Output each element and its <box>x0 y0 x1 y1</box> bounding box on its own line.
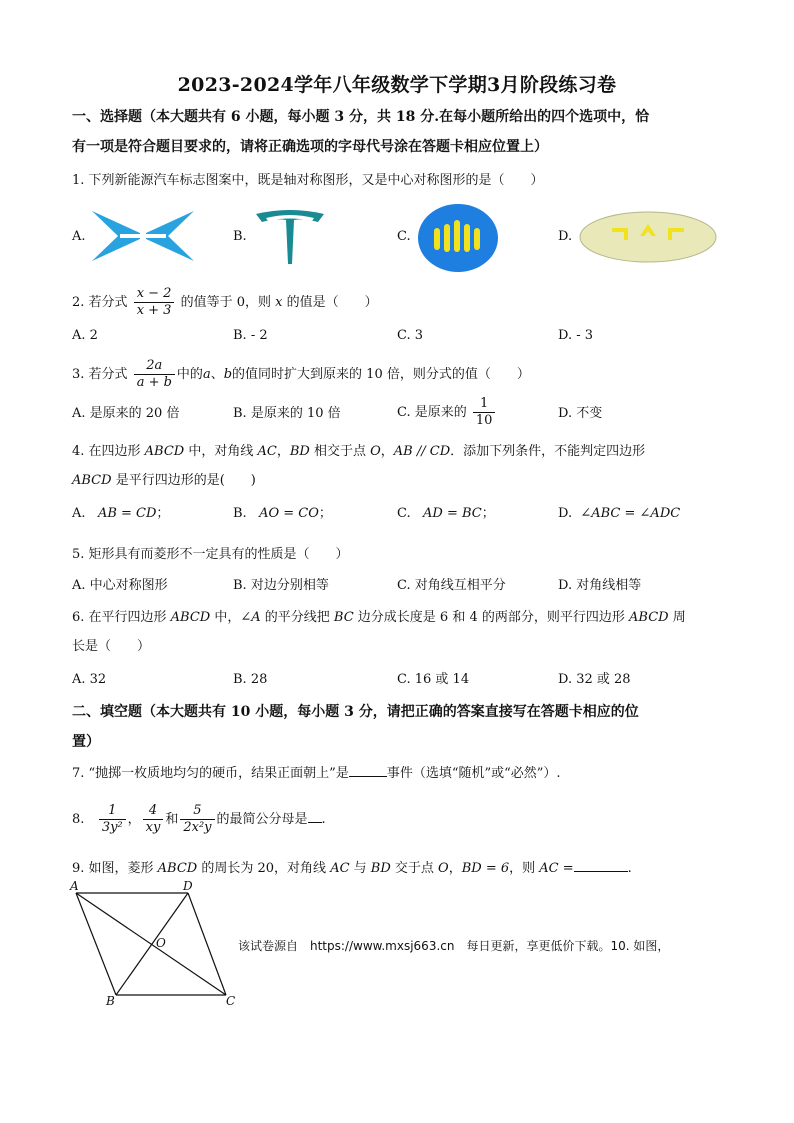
q3-option-c-denominator: 10 <box>475 413 493 428</box>
q4-text-e: ．添加下列条件，不能判定四边形 <box>450 444 646 459</box>
q8-suffix: 的最简公分母是 <box>216 812 308 827</box>
q4-text-c: 相交于点 <box>309 444 371 459</box>
q8-fraction-3 <box>180 803 214 836</box>
q3-option-b: B. 是原来的 10 倍 <box>233 406 341 421</box>
point-b-label: B <box>106 994 115 1008</box>
q4-bd: BD <box>289 444 310 459</box>
q3-option-a: A. 是原来的 20 倍 <box>72 406 180 421</box>
q1-option-c-label: C. <box>397 229 411 244</box>
q9-text-c: 与 <box>349 861 371 876</box>
q4-o: O <box>370 444 381 459</box>
q7-answer-blank[interactable] <box>349 776 387 777</box>
q3-option-c-prefix: C. 是原来的 <box>397 405 467 420</box>
section1-heading-line1: 一、选择题（本大题共有 6 小题，每小题 3 分，共 18 分.在每小题所给出的四个选项中，恰 <box>72 109 650 125</box>
q3-numerator: 2a <box>134 358 175 375</box>
q4-option-c-label: C. <box>397 506 411 521</box>
q5-option-c: C. 对角线互相平分 <box>397 578 506 593</box>
q9-bd-eq-6: BD = 6 <box>461 861 510 876</box>
q8-f3-numerator: 5 <box>180 803 214 820</box>
q4-option-c-expr: AD = BC <box>423 506 482 521</box>
logo-a-bowtie <box>88 207 198 265</box>
q2-option-a: A. 2 <box>72 328 98 343</box>
q2-fraction <box>134 286 175 319</box>
q8-f1-denominator: 3y² <box>101 820 123 835</box>
q7-text-b: 事件（选填“随机”或“必然”）. <box>386 766 561 781</box>
q7-stem <box>72 765 732 783</box>
q6-text-b: 中， <box>210 610 241 625</box>
q4-text-f: 是平行四边形的是( ) <box>111 473 256 488</box>
q5-option-a: A. 中心对称图形 <box>72 578 168 593</box>
q2-suffix-b: 的值是（ ） <box>282 295 378 310</box>
section2-heading-line2: 置） <box>72 734 100 750</box>
q4-ac: AC <box>257 444 277 459</box>
q6-text-d: 边分成长度是 6 和 4 的两部分，则平行四边形 <box>353 610 630 625</box>
q4-option-d <box>558 505 680 523</box>
q4-option-a-label: A. <box>72 506 86 521</box>
q9-text-f: ，则 <box>509 861 540 876</box>
q6-abcd: ABCD <box>170 610 211 625</box>
q8-f2-denominator: xy <box>145 820 161 835</box>
q2-option-c: C. 3 <box>397 328 424 343</box>
section1-heading-line2: 有一项是符合题目要求的，请将正确选项的字母代号涂在答题卡相应位置上） <box>72 139 548 155</box>
q3-fraction <box>134 358 175 391</box>
q5-option-d: D. 对角线相等 <box>558 578 642 593</box>
q9-text-b: 的周长为 20，对角线 <box>197 861 331 876</box>
point-a-label: A <box>70 880 79 893</box>
q9-text-d: 交于点 <box>390 861 439 876</box>
q4-text-b: 中，对角线 <box>184 444 258 459</box>
q4-option-b-semi: ； <box>318 506 332 521</box>
q9-o: O <box>438 861 449 876</box>
q5-stem: 5. 矩形具有而菱形不一定具有的性质是（ ） <box>72 547 349 562</box>
q6-abcd-2: ABCD <box>629 610 669 625</box>
q4-line2 <box>72 472 732 490</box>
q8-f3-denominator: 2x²y <box>183 820 212 835</box>
logo-d-oval <box>578 210 718 264</box>
q4-option-b-expr: AO = CO <box>259 506 319 521</box>
q4-option-a-expr: AB = CD <box>97 506 157 521</box>
rhombus-diagram <box>66 880 246 1010</box>
q8-end: . <box>321 812 326 827</box>
q6-option-d: D. 32 或 28 <box>558 672 631 687</box>
point-d-label: D <box>183 880 193 893</box>
q8-answer-blank[interactable] <box>308 822 322 823</box>
q3-suffix: 的值同时扩大到原来的 10 倍，则分式的值（ ） <box>232 367 530 382</box>
q9-ac: AC <box>330 861 350 876</box>
q2-variable: x <box>275 295 283 310</box>
q9-abcd: ABCD <box>157 861 198 876</box>
q3-option-c-fraction <box>473 396 496 429</box>
q4-text-d: ， <box>380 444 394 459</box>
q3-middle: 中的 <box>176 367 203 382</box>
section2-heading-line1: 二、填空题（本大题共有 10 小题，每小题 3 分，请把正确的答案直接写在答题卡相应的位 <box>72 704 639 720</box>
q4-option-b-label: B. <box>233 506 247 521</box>
q1-option-b-label: B. <box>233 229 247 244</box>
q9-bd: BD <box>370 861 391 876</box>
q6-text-c: 的平分线把 <box>260 610 334 625</box>
q4-text-a: 4. 在四边形 <box>72 444 145 459</box>
q6-angle-a: ∠A <box>240 610 261 625</box>
q3-var-a: a <box>202 367 211 382</box>
q4-option-a-semi: ； <box>156 506 170 521</box>
q8-prefix: 8. <box>72 812 85 827</box>
q3-var-b: b <box>223 367 233 382</box>
q4-ab-parallel-cd: AB // CD <box>393 444 451 459</box>
q9-text-a: 9. 如图，菱形 <box>72 861 158 876</box>
q3-stem <box>72 358 732 391</box>
q8-f2-numerator: 4 <box>143 803 164 820</box>
point-c-label: C <box>226 994 236 1008</box>
q3-option-c <box>397 396 497 429</box>
q4-comma: ， <box>276 444 290 459</box>
q2-denominator: x + 3 <box>136 303 172 318</box>
q1-option-a-label: A. <box>72 229 86 244</box>
q5-option-b: B. 对边分别相等 <box>233 578 329 593</box>
point-o-label: O <box>156 936 166 950</box>
q4-option-c <box>397 505 495 523</box>
q9-answer-blank[interactable] <box>574 871 628 872</box>
page-title: 2023-2024学年八年级数学下学期3月阶段练习卷 <box>177 74 617 96</box>
q8-and: 和 <box>165 812 179 827</box>
logo-c-circle-bars <box>416 202 500 274</box>
q2-option-d: D. - 3 <box>558 328 594 343</box>
q1-option-d-label: D. <box>558 229 573 244</box>
q4-option-d-label: D. <box>558 506 573 521</box>
q4-abcd: ABCD <box>144 444 185 459</box>
q6-bc: BC <box>333 610 354 625</box>
q6-line2: 长是（ ） <box>72 639 151 654</box>
q2-option-b: B. - 2 <box>233 328 268 343</box>
q8-fraction-1 <box>99 803 126 836</box>
q2-prefix: 2. 若分式 <box>72 295 128 310</box>
q3-prefix: 3. 若分式 <box>72 367 128 382</box>
q9-stem <box>72 860 732 878</box>
q6-text-e: 周 <box>668 610 686 625</box>
q3-denominator: a + b <box>136 375 172 390</box>
q6-option-a: A. 32 <box>72 672 107 687</box>
q8-fraction-2 <box>143 803 164 836</box>
q4-option-a <box>72 505 169 523</box>
q9-text-e: ， <box>448 861 462 876</box>
logo-b-t-shape <box>252 208 328 266</box>
q2-suffix-a: 的值等于 0，则 <box>180 295 276 310</box>
q3-sep: 、 <box>210 367 224 382</box>
q4-abcd-2: ABCD <box>72 473 112 488</box>
q7-text-a: 7. “抛掷一枚质地均匀的硬币，结果正面朝上”是 <box>72 766 349 781</box>
q2-numerator: x − 2 <box>134 286 175 303</box>
q4-line1 <box>72 443 732 461</box>
q6-text-a: 6. 在平行四边形 <box>72 610 171 625</box>
q8-f1-numerator: 1 <box>99 803 126 820</box>
q9-ac-eq: AC = <box>539 861 574 876</box>
q3-option-d: D. 不变 <box>558 406 603 421</box>
q6-option-b: B. 28 <box>233 672 268 687</box>
q4-option-c-semi: ； <box>481 506 495 521</box>
q4-option-b <box>233 505 332 523</box>
q2-stem <box>72 286 732 319</box>
q8-stem: 8. $\frac{1}{\text{3y²}}$ ， $\frac{4}{xy}$ 和 $\frac{5}{\text{2x²y}}$ 的最简公分母是 . <box>72 803 326 835</box>
footer-source-text: 该试卷源自 https://www.mxsj663.cn 每日更新，享更低价下载。10. 如图， <box>238 939 670 953</box>
q9-end: . <box>627 861 632 876</box>
q3-option-c-numerator: 1 <box>473 396 496 413</box>
q4-option-d-expr: ∠ABC = ∠ADC <box>580 506 681 521</box>
q6-line1 <box>72 609 732 627</box>
q6-option-c: C. 16 或 14 <box>397 672 470 687</box>
q1-stem: 1. 下列新能源汽车标志图案中，既是轴对称图形，又是中心对称图形的是（ ） <box>72 173 544 188</box>
